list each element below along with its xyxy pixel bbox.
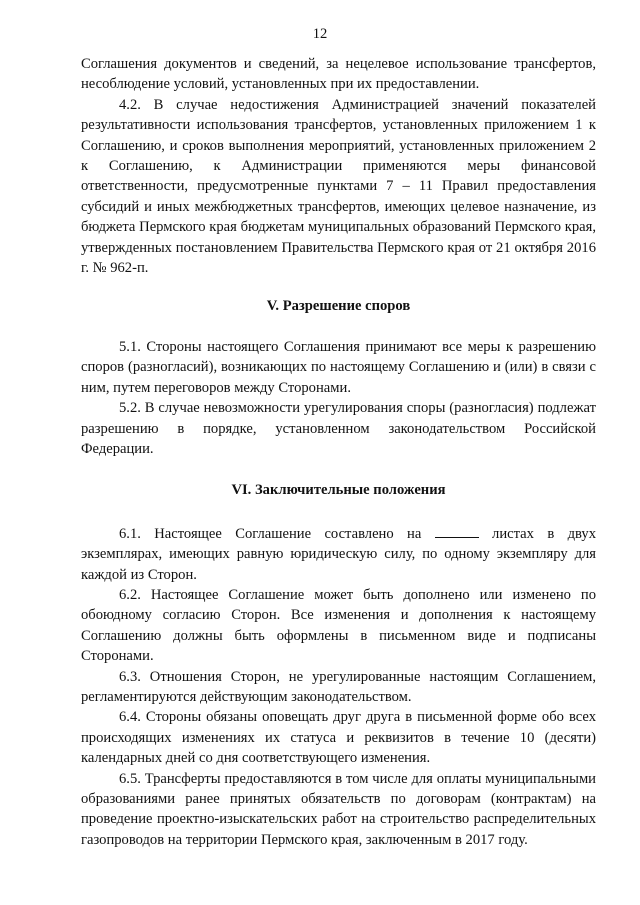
document-body	[81, 54, 596, 850]
paragraph-6-5: 6.5. Трансферты предоставляются в том числе для оплаты муниципальными образованиями ранее принятых обязательств по договорам (контрактам) на проведение проектно-изыскательских работ на строительство распределительных газопроводов на территории Пермского края, заключенным в 2017 году.	[81, 770, 596, 848]
paragraph-6-1-start: 6.1. Настоящее Соглашение составлено на	[119, 525, 435, 542]
paragraph-continuation: Соглашения документов и сведений, за нецелевое использование трансфертов, несоблюдение условий, установленных при их предоставлении.	[81, 56, 596, 93]
paragraph-6-1-end: листах в двух экземплярах, имеющих равную юридическую силу, по одному экземпляру для каждой из Сторон.	[81, 525, 596, 583]
paragraph-6-1	[81, 523, 596, 585]
paragraph-5-1: 5.1. Стороны настоящего Соглашения принимают все меры к разрешению споров (разногласий), возникающих по настоящему Соглашению и (или) в связи с ним, путем переговоров между Сторонами.	[81, 338, 596, 396]
paragraph-4-2: 4.2. В случае недостижения Администрацией значений показателей результативности использования трансфертов, установленных приложением 1 к Соглашению, и сроков выполнения мероприятий, установленных приложением 2 к Соглашению, к Администрации применяются меры финансовой ответственности, предусмотренные пунктами 7 – 11 Правил предоставления субсидий и иных межбюджетных трансфертов, имеющих целевое назначение, из бюджета Пермского края бюджетам муниципальных образований Пермского края, утвержденных постановлением Правительства Пермского края от 21 октября 2016 г. № 962-п.	[81, 96, 596, 277]
sheet-count-blank	[435, 523, 479, 538]
page-number: 12	[312, 26, 328, 42]
section-heading-vi: VI. Заключительные положения	[231, 482, 446, 499]
paragraph-6-4: 6.4. Стороны обязаны оповещать друг друга в письменной форме обо всех происходящих изменениях их статуса и реквизитов в течение 10 (десяти) календарных дней со дня соответствующего изменения.	[81, 709, 596, 767]
paragraph-6-3: 6.3. Отношения Сторон, не урегулированные настоящим Соглашением, регламентируются действующим законодательством.	[81, 668, 596, 705]
section-heading-v: V. Разрешение споров	[266, 298, 411, 315]
paragraph-6-2: 6.2. Настоящее Соглашение может быть дополнено или изменено по обоюдному согласию Сторон. Все изменения и дополнения к настоящему Соглашению должны быть оформлены в письменном виде и подписаны Сторонами.	[81, 586, 596, 665]
paragraph-5-2: 5.2. В случае невозможности урегулирования споры (разногласия) подлежат разрешению в порядке, установленном законодательством Российской Федерации.	[81, 400, 596, 457]
